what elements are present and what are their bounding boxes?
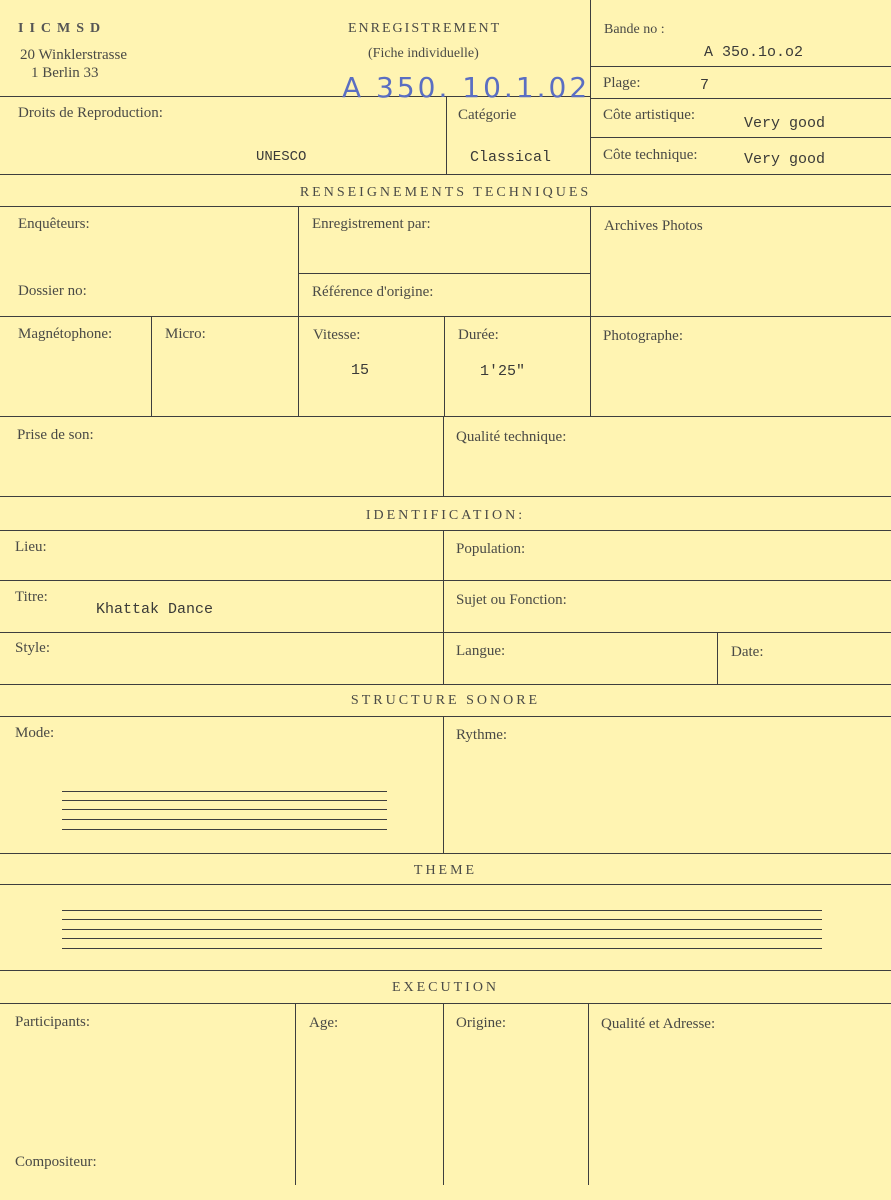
rule-v-ident bbox=[443, 530, 444, 684]
cote-technique-label: Côte technique: bbox=[603, 147, 698, 163]
structure-section-title: STRUCTURE SONORE bbox=[350, 693, 541, 708]
rythme-label: Rythme: bbox=[456, 727, 508, 743]
dossier-label: Dossier no: bbox=[18, 283, 87, 299]
rule-v-date bbox=[717, 632, 718, 684]
categorie-value: Classical bbox=[470, 149, 552, 166]
rule-cote-mid bbox=[590, 137, 891, 138]
droits-value: UNESCO bbox=[256, 149, 307, 165]
age-label: Age: bbox=[309, 1015, 339, 1031]
rule-v-rythme bbox=[443, 716, 444, 853]
population-label: Population: bbox=[456, 541, 526, 557]
card-title: ENREGISTREMENT bbox=[348, 21, 502, 36]
theme-writing-line bbox=[62, 938, 822, 939]
address-line2: 1 Berlin 33 bbox=[31, 65, 99, 81]
execution-section-title: EXECUTION bbox=[391, 980, 500, 995]
plage-value: 7 bbox=[700, 77, 710, 94]
theme-writing-line bbox=[62, 910, 822, 911]
date-label: Date: bbox=[731, 644, 764, 660]
rule-theme-top bbox=[0, 853, 891, 854]
handwritten-number: A 350. 10.1.02 bbox=[342, 71, 591, 104]
address-line1: 20 Winklerstrasse bbox=[20, 47, 128, 63]
rule-v-qualite-adresse bbox=[588, 1003, 589, 1185]
cote-artistique-label: Côte artistique: bbox=[603, 107, 696, 123]
archives-photos-label: Archives Photos bbox=[604, 218, 703, 234]
reference-label: Référence d'origine: bbox=[312, 284, 434, 300]
theme-writing-line bbox=[62, 919, 822, 920]
vitesse-label: Vitesse: bbox=[313, 327, 361, 343]
rule-plage-bottom bbox=[590, 98, 891, 99]
technical-section-title: RENSEIGNEMENTS TECHNIQUES bbox=[299, 185, 592, 200]
rule-theme-sub bbox=[0, 884, 891, 885]
rule-structure-sub bbox=[0, 716, 891, 717]
rule-v-photographe bbox=[590, 316, 591, 416]
sujet-label: Sujet ou Fonction: bbox=[456, 592, 567, 608]
bande-label: Bande no : bbox=[604, 22, 665, 37]
duree-value: 1'25" bbox=[480, 363, 526, 380]
mode-label: Mode: bbox=[15, 725, 55, 741]
rule-structure-top bbox=[0, 684, 891, 685]
rule-ident-sub bbox=[0, 530, 891, 531]
bande-value: A 35o.1o.o2 bbox=[704, 44, 804, 61]
mode-writing-line bbox=[62, 809, 387, 810]
qualite-adresse-label: Qualité et Adresse: bbox=[601, 1016, 716, 1032]
rule-technical-sub bbox=[0, 206, 891, 207]
langue-label: Langue: bbox=[456, 643, 506, 659]
rule-v-origine bbox=[443, 1003, 444, 1185]
prise-de-son-label: Prise de son: bbox=[17, 427, 94, 443]
droits-label: Droits de Reproduction: bbox=[18, 105, 163, 121]
rule-plage-top bbox=[590, 66, 891, 67]
enqueteurs-label: Enquêteurs: bbox=[18, 216, 90, 232]
lieu-label: Lieu: bbox=[15, 539, 47, 555]
card-subtitle: (Fiche individuelle) bbox=[368, 46, 479, 61]
rule-v-qualite bbox=[443, 416, 444, 496]
cote-technique-value: Very good bbox=[744, 151, 826, 168]
rule-technical-top bbox=[0, 174, 891, 175]
rule-v-enreg bbox=[298, 206, 299, 316]
mode-writing-line bbox=[62, 800, 387, 801]
cote-artistique-value: Very good bbox=[744, 115, 826, 132]
qualite-technique-label: Qualité technique: bbox=[456, 429, 567, 445]
mode-writing-line bbox=[62, 829, 387, 830]
rule-execution-top bbox=[0, 970, 891, 971]
identification-section-title: IDENTIFICATION: bbox=[365, 508, 526, 523]
rule-style-top bbox=[0, 632, 891, 633]
rule-v-vitesse bbox=[298, 316, 299, 416]
theme-writing-line bbox=[62, 929, 822, 930]
rule-v-archives bbox=[590, 206, 591, 316]
org-logo: IICMSD bbox=[18, 21, 107, 36]
theme-section-title: THEME bbox=[413, 863, 478, 878]
mode-writing-line bbox=[62, 819, 387, 820]
plage-label: Plage: bbox=[603, 75, 641, 91]
rule-v-micro bbox=[151, 316, 152, 416]
duree-label: Durée: bbox=[458, 327, 499, 343]
rule-reference-top bbox=[298, 273, 590, 274]
vitesse-value: 15 bbox=[351, 362, 370, 379]
rule-v-categorie bbox=[446, 96, 447, 174]
photographe-label: Photographe: bbox=[603, 328, 683, 344]
micro-label: Micro: bbox=[165, 326, 206, 342]
titre-value: Khattak Dance bbox=[96, 601, 214, 618]
origine-label: Origine: bbox=[456, 1015, 506, 1031]
rule-prise-top bbox=[0, 416, 891, 417]
style-label: Style: bbox=[15, 640, 51, 656]
magnetophone-label: Magnétophone: bbox=[18, 326, 113, 342]
participants-label: Participants: bbox=[15, 1014, 90, 1030]
enregistrement-par-label: Enregistrement par: bbox=[312, 216, 431, 232]
rule-titre-top bbox=[0, 580, 891, 581]
theme-writing-line bbox=[62, 948, 822, 949]
mode-writing-line bbox=[62, 791, 387, 792]
compositeur-label: Compositeur: bbox=[15, 1154, 97, 1170]
rule-magneto-top bbox=[0, 316, 891, 317]
rule-v-age bbox=[295, 1003, 296, 1185]
rule-v-duree bbox=[444, 316, 445, 416]
rule-execution-sub bbox=[0, 1003, 891, 1004]
rule-ident-top bbox=[0, 496, 891, 497]
titre-label: Titre: bbox=[15, 589, 48, 605]
categorie-label: Catégorie bbox=[458, 107, 517, 123]
